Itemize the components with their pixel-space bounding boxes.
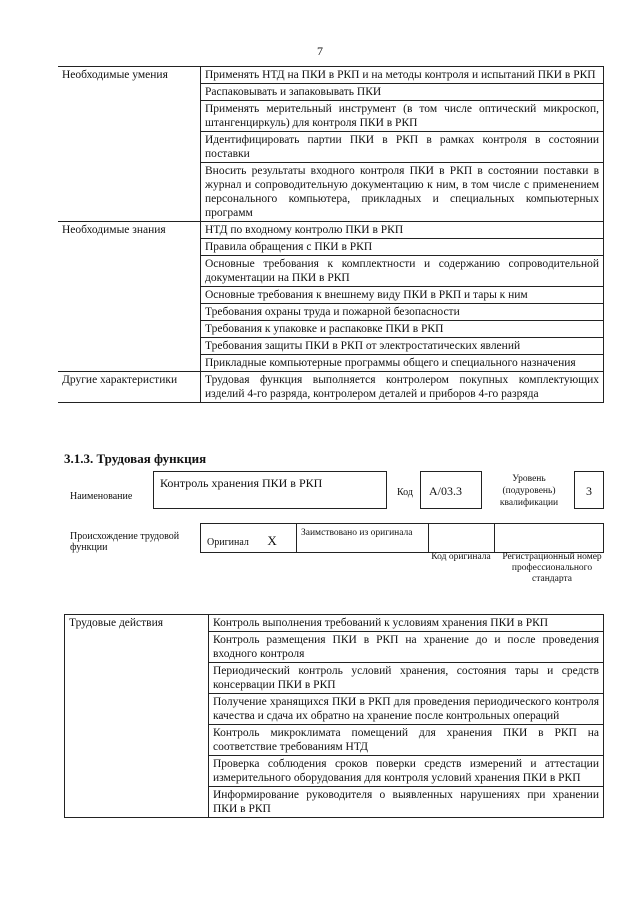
- level-box: 3: [574, 471, 604, 509]
- function-code-box: А/03.3: [420, 471, 482, 509]
- original-cell: [200, 524, 296, 552]
- requirement-cell: Требования к упаковке и распаковке ПКИ в РКП: [201, 321, 604, 338]
- requirement-cell: Идентифицировать партии ПКИ в РКП в рамках контроля в состоянии поставки: [201, 132, 604, 163]
- original-label: Оригинал: [207, 537, 249, 548]
- reg-number-cell: [494, 524, 604, 552]
- labor-action-cell: Контроль микроклимата помещений для хранения ПКИ в РКП на соответствие требованиям НТД: [209, 725, 604, 756]
- labor-actions-table: [64, 614, 604, 818]
- labor-actions-label: Трудовые действия: [65, 615, 209, 818]
- code-origin-cell: [428, 524, 494, 552]
- code-label: Код: [397, 487, 413, 498]
- table-row: [58, 222, 604, 239]
- requirement-cell: НТД по входному контролю ПКИ в РКП: [201, 222, 604, 239]
- table-row: [65, 615, 604, 632]
- original-mark: X: [267, 533, 277, 548]
- labor-action-cell: Проверка соблюдения сроков поверки средств измерений и аттестации измерительного оборудования для контроля условий хранения ПКИ в РКП: [209, 756, 604, 787]
- requirement-cell: Применять мерительный инструмент (в том числе оптический микроскоп, штангенциркуль) для контроля ПКИ в РКП: [201, 101, 604, 132]
- function-name-box: Контроль хранения ПКИ в РКП: [153, 471, 387, 509]
- requirement-cell: Основные требования к комплектности и содержанию сопроводительной документации на ПКИ в РКП: [201, 256, 604, 287]
- reg-number-caption: Регистрационный номер профессионального стандарта: [502, 552, 602, 584]
- requirement-cell: Требования охраны труда и пожарной безопасности: [201, 304, 604, 321]
- labor-action-cell: Информирование руководителя о выявленных нарушениях при хранении ПКИ в РКП: [209, 787, 604, 818]
- origin-row: [200, 523, 604, 553]
- requirement-cell: Основные требования к внешнему виду ПКИ в РКП и тары к ним: [201, 287, 604, 304]
- table-row: [58, 67, 604, 84]
- group-label: Другие характеристики: [58, 372, 201, 403]
- table-row: [58, 372, 604, 403]
- name-label: Наименование: [70, 491, 133, 502]
- requirement-cell: Применять НТД на ПКИ в РКП и на методы контроля и испытаний ПКИ в РКП: [201, 67, 604, 84]
- labor-action-cell: Контроль размещения ПКИ в РКП на хранение до и после проведения входного контроля: [209, 632, 604, 663]
- labor-action-cell: Получение хранящихся ПКИ в РКП для проведения периодического контроля качества и сдача их обратно на хранение после контрольных операций: [209, 694, 604, 725]
- labor-action-cell: Периодический контроль условий хранения, состояния тары и средств консервации ПКИ в РКП: [209, 663, 604, 694]
- section-title: 3.1.3. Трудовая функция: [64, 451, 207, 466]
- skills-knowledge-table: [58, 66, 604, 403]
- code-origin-caption: Код оригинала: [431, 552, 491, 562]
- requirement-cell: Распаковывать и запаковывать ПКИ: [201, 84, 604, 101]
- requirement-cell: Требования защиты ПКИ в РКП от электростатических явлений: [201, 338, 604, 355]
- page-number: 7: [317, 44, 323, 58]
- requirement-cell: Прикладные компьютерные программы общего и специального назначения: [201, 355, 604, 372]
- requirement-cell: Правила обращения с ПКИ в РКП: [201, 239, 604, 256]
- labor-action-cell: Контроль выполнения требований к условиям хранения ПКИ в РКП: [209, 615, 604, 632]
- group-label: Необходимые знания: [58, 222, 201, 372]
- borrowed-cell: Заимствовано из оригинала: [296, 524, 428, 552]
- group-label: Необходимые умения: [58, 67, 201, 222]
- requirement-cell: Вносить результаты входного контроля ПКИ в РКП в состоянии поставки в журнал и сопроводительную документацию к ним, в том числе с применением персонального компьютера, прикладных и специальных компьютерных программ: [201, 163, 604, 222]
- level-label: Уровень (подуровень) квалификации: [499, 474, 559, 508]
- origin-label: Происхождение трудовой функции: [70, 531, 180, 553]
- requirement-cell: Трудовая функция выполняется контролером покупных комплектующих изделий 4-го разряда, контролером деталей и приборов 4-го разряда: [201, 372, 604, 403]
